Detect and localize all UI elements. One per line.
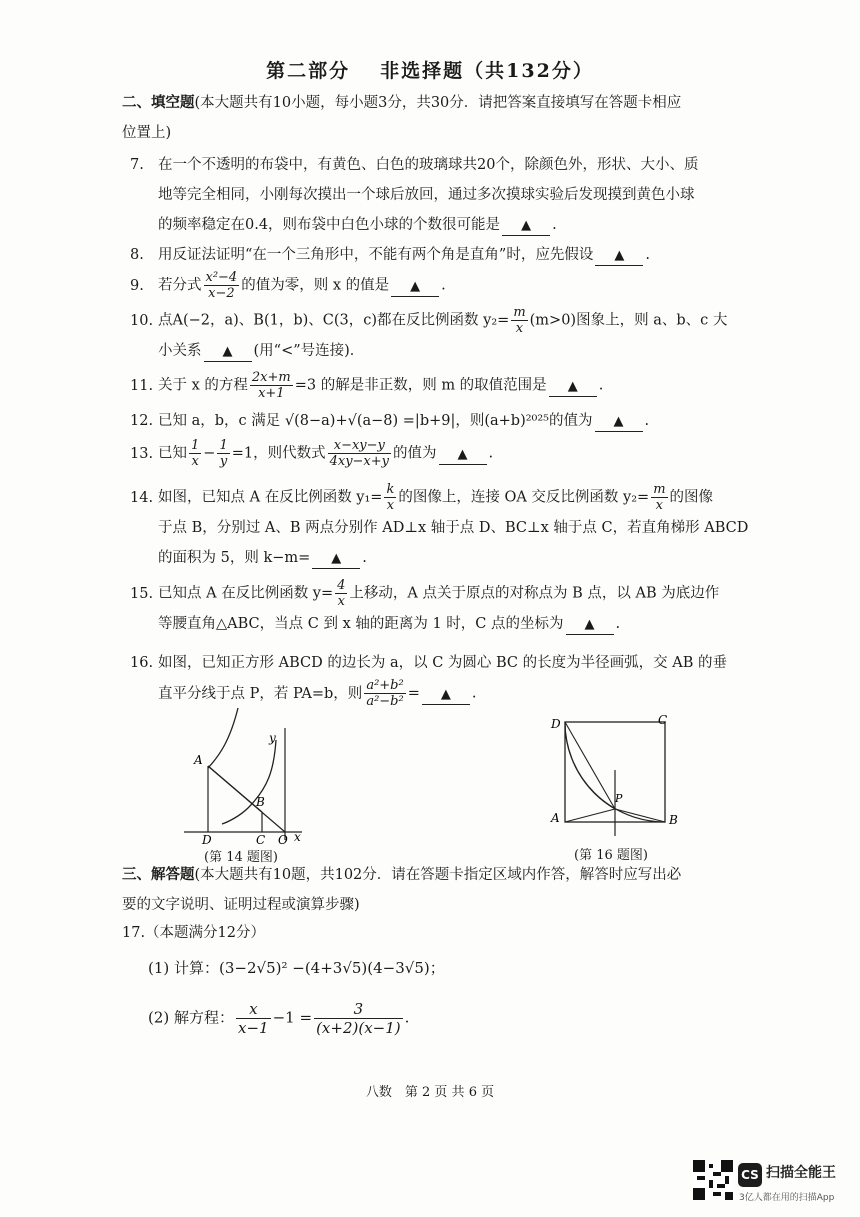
scanner-app-tagline: 3亿人都在用的扫描App bbox=[739, 1193, 835, 1203]
operator: − bbox=[203, 445, 216, 462]
q-text: 在一个不透明的布袋中，有黄色、白色的玻璃球共20个，除颜色外，形状、大小、质 bbox=[158, 157, 699, 173]
page-title bbox=[0, 56, 860, 83]
q-end: . bbox=[645, 247, 650, 263]
denominator: x−1 bbox=[238, 1019, 269, 1037]
denominator: x bbox=[337, 594, 345, 609]
fig14-label-O: O bbox=[278, 833, 288, 847]
question-14 bbox=[130, 482, 760, 573]
qr-code-icon bbox=[693, 1160, 733, 1200]
answer-blank: ▲ bbox=[595, 413, 643, 432]
q-text: =1，则代数式 bbox=[231, 445, 326, 462]
numerator: 3 bbox=[314, 1000, 403, 1019]
q-text: 的频率稳定在0.4，则布袋中白色小球的个数很可能是 bbox=[158, 217, 501, 233]
q-num: 7. bbox=[130, 157, 144, 173]
fraction bbox=[651, 482, 667, 513]
q-text: 已知点 A 在反比例函数 y= bbox=[158, 585, 334, 602]
denominator: x bbox=[515, 321, 524, 336]
question-9 bbox=[130, 270, 760, 301]
q-text: 的面积为 5，则 k−m= bbox=[158, 550, 311, 566]
denominator: a²−b² bbox=[366, 694, 404, 709]
fig16-label-A: A bbox=[551, 811, 560, 825]
denominator: x bbox=[655, 498, 664, 513]
q-num: 9. bbox=[130, 277, 144, 294]
fig16-label-P: P bbox=[615, 792, 623, 805]
q-end: . bbox=[644, 413, 650, 429]
section3-header bbox=[122, 860, 762, 920]
answer-blank: ▲ bbox=[391, 278, 439, 297]
fraction bbox=[217, 438, 229, 469]
fraction bbox=[511, 305, 527, 336]
q-num: 12. bbox=[130, 413, 154, 429]
answer-blank: ▲ bbox=[439, 446, 487, 465]
q-text: 如图，已知正方形 ABCD 的边长为 a，以 C 为圆心 BC 的长度为半径画弧，交 AB 的垂 bbox=[158, 655, 727, 671]
fig14-caption: (第 14 题图) bbox=[204, 850, 278, 865]
q-text: 的值为零，则 x 的值是 bbox=[241, 277, 390, 294]
answer-blank: ▲ bbox=[312, 550, 360, 569]
section2-header bbox=[122, 88, 762, 148]
fig14-label-x: x bbox=[294, 830, 301, 844]
fig16-label-D: D bbox=[551, 717, 561, 731]
fraction bbox=[250, 370, 293, 401]
section2-desc: (本大题共有10小题，每小题3分，共30分．请把答案直接填写在答题卡相应 bbox=[194, 95, 682, 111]
question-11 bbox=[130, 370, 760, 401]
fig14-label-B: B bbox=[256, 795, 265, 809]
q-end: . bbox=[404, 1008, 410, 1027]
q-text: 小关系 bbox=[158, 343, 202, 359]
q-end: . bbox=[362, 550, 367, 566]
numerator: 4 bbox=[337, 578, 346, 593]
numerator: 1 bbox=[191, 438, 200, 453]
fraction bbox=[328, 438, 391, 469]
numerator: 2x+m bbox=[251, 370, 291, 385]
denominator: x+1 bbox=[258, 386, 285, 401]
numerator: x bbox=[236, 1000, 271, 1019]
figure-16 bbox=[545, 710, 680, 838]
q-text: 点A(−2，a)、B(1，b)、C(3，c)都在反比例函数 y₂= bbox=[158, 312, 510, 329]
q-text: 已知 bbox=[158, 445, 187, 462]
scanner-app-name: 扫描全能王 bbox=[766, 1165, 836, 1181]
denominator: x bbox=[386, 498, 395, 513]
answer-blank: ▲ bbox=[595, 247, 643, 266]
q-text: 的图像上，连接 OA 交反比例函数 y₂= bbox=[398, 489, 650, 506]
question-10 bbox=[130, 305, 760, 366]
numerator: k bbox=[386, 482, 395, 497]
q-text: 的图像 bbox=[669, 489, 714, 506]
q-text: = bbox=[407, 685, 420, 702]
q-text: 关于 x 的方程 bbox=[158, 377, 248, 394]
section3-desc2: 要的文字说明、证明过程或演算步骤) bbox=[122, 897, 360, 913]
q-end: . bbox=[441, 277, 446, 294]
q17-part1: (1) 计算：(3−2√5)² −(4+3√5)(4−3√5)； bbox=[148, 959, 445, 977]
q-num: 10. bbox=[130, 312, 154, 329]
q-text: 上移动，A 点关于原点的对称点为 B 点，以 AB 为底边作 bbox=[349, 585, 720, 602]
q-text: (m>0)图象上，则 a、b、c 大 bbox=[529, 312, 728, 329]
q-num: 14. bbox=[130, 489, 154, 506]
q-text: 于点 B，分别过 A、B 两点分别作 AD⊥x 轴于点 D、BC⊥x 轴于点 C，若直角梯形 ABCD bbox=[158, 520, 749, 536]
fig14-label-y: y bbox=[269, 731, 276, 745]
part-label: 第二部分 bbox=[266, 60, 351, 82]
question-15 bbox=[130, 578, 760, 639]
numerator: 1 bbox=[219, 438, 228, 453]
q-num: 8. bbox=[130, 247, 144, 263]
fig16-label-C: C bbox=[658, 713, 668, 727]
denominator: 4xy−x+y bbox=[329, 454, 390, 469]
fig14-label-C: C bbox=[256, 833, 266, 847]
section3-desc: (本大题共有10题，共102分．请在答题卡指定区域内作答，解答时应写出必 bbox=[194, 867, 682, 883]
q-text: 用反证法证明“在一个三角形中，不能有两个角是直角”时，应先假设 bbox=[158, 247, 594, 263]
page-footer: 八数 第 2 页 共 6 页 bbox=[365, 1085, 495, 1100]
fraction bbox=[189, 438, 201, 469]
section2-desc2: 位置上) bbox=[122, 125, 172, 141]
q-num: 11. bbox=[130, 377, 154, 394]
fig16-caption: (第 16 题图) bbox=[574, 848, 648, 863]
question-8 bbox=[130, 240, 760, 270]
answer-blank: ▲ bbox=[502, 217, 550, 236]
section3-heading: 三、解答题 bbox=[122, 867, 195, 883]
fraction bbox=[314, 1000, 403, 1037]
fig14-label-A: A bbox=[194, 753, 203, 767]
answer-blank: ▲ bbox=[549, 378, 597, 397]
numerator: m bbox=[513, 305, 526, 320]
numerator: x²−4 bbox=[205, 270, 238, 285]
q-text: 地等完全相同，小刚每次摸出一个球后放回，通过多次摸球实验后发现摸到黄色小球 bbox=[158, 187, 695, 203]
q-num: 16. bbox=[130, 655, 154, 671]
q17-part2 bbox=[148, 1000, 409, 1037]
numerator: a²+b² bbox=[366, 678, 404, 693]
part-name: 非选择题（共132分） bbox=[380, 60, 594, 82]
q-text: −1 = bbox=[272, 1008, 313, 1027]
answer-blank: ▲ bbox=[422, 686, 470, 705]
answer-blank: ▲ bbox=[204, 343, 252, 362]
denominator: x bbox=[191, 454, 199, 469]
answer-blank: ▲ bbox=[566, 616, 614, 635]
q-text: 已知 a，b，c 满足 √(8−a)+√(a−8) =|b+9|，则(a+b)²⁰²⁵的值为 bbox=[158, 413, 593, 429]
q-text: 若分式 bbox=[158, 277, 202, 294]
fraction bbox=[364, 678, 405, 709]
numerator: x−xy−y bbox=[328, 438, 391, 454]
scanner-logo-icon: CS bbox=[738, 1163, 762, 1187]
q-end: . bbox=[598, 377, 604, 394]
fraction bbox=[335, 578, 347, 609]
fraction bbox=[204, 270, 240, 301]
q-text: 的值为 bbox=[393, 445, 437, 462]
q-end: . bbox=[471, 685, 477, 702]
q-text: 如图，已知点 A 在反比例函数 y₁= bbox=[158, 489, 383, 506]
q-text: 等腰直角△ABC，当点 C 到 x 轴的距离为 1 时，C 点的坐标为 bbox=[158, 616, 564, 632]
q-text: =3 的解是非正数，则 m 的取值范围是 bbox=[294, 377, 547, 394]
q-end: . bbox=[552, 217, 557, 233]
question-7 bbox=[130, 150, 760, 240]
fraction bbox=[236, 1000, 271, 1037]
q-end: . bbox=[615, 616, 621, 632]
denominator: (x+2)(x−1) bbox=[316, 1019, 401, 1037]
fraction bbox=[384, 482, 396, 513]
q-num: 13. bbox=[130, 445, 154, 462]
q-text: (用“<”号连接)． bbox=[253, 343, 365, 359]
q-text: (2) 解方程： bbox=[148, 1008, 235, 1027]
fig14-label-D: D bbox=[202, 833, 212, 847]
fig16-label-B: B bbox=[669, 813, 678, 827]
question-13 bbox=[130, 438, 760, 469]
q-text: 直平分线于点 P，若 PA=b，则 bbox=[158, 685, 363, 702]
denominator: y bbox=[219, 454, 228, 469]
q-num: 15. bbox=[130, 585, 154, 602]
figure-14 bbox=[178, 700, 318, 848]
question-17-head: 17.（本题满分12分） bbox=[122, 925, 266, 941]
section2-heading: 二、填空题 bbox=[122, 95, 195, 111]
question-12 bbox=[130, 406, 760, 436]
denominator: x−2 bbox=[208, 286, 235, 301]
numerator: m bbox=[653, 482, 666, 497]
q-end: . bbox=[488, 445, 494, 462]
